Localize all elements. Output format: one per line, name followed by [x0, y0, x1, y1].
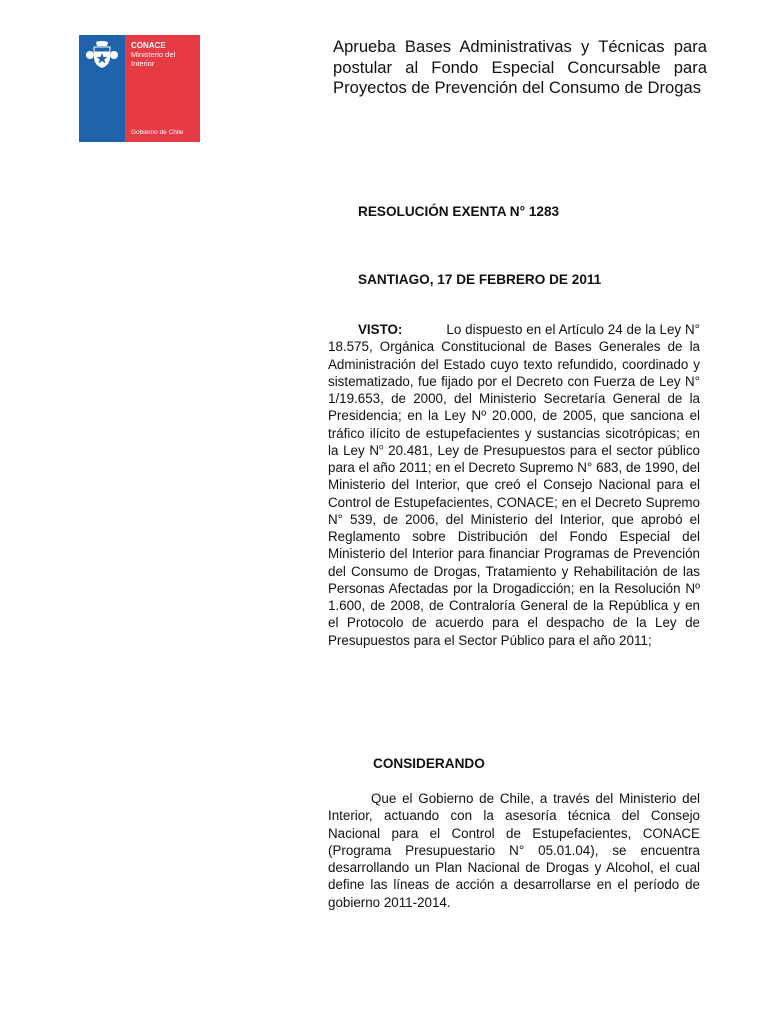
logo-government: Gobierno de Chile	[131, 129, 184, 136]
coat-of-arms-icon	[84, 41, 120, 71]
place-date: SANTIAGO, 17 DE FEBRERO DE 2011	[358, 272, 602, 287]
considerando-paragraph	[328, 790, 700, 911]
resolution-number: RESOLUCIÓN EXENTA N° 1283	[358, 204, 560, 219]
considerando-text: Que el Gobierno de Chile, a través del Ministerio del Interior, actuando con la asesoría técnica del Consejo Nacional para el Control de Estupefacientes, CONACE (Programa Presupuestario N° 05.01.04), se encuentra desarrollando un Plan Nacional de Drogas y Alcohol, el cual define las líneas de acción a desarrollarse en el período de gobierno 2011-2014.	[328, 791, 700, 910]
logo-blue-panel	[79, 35, 125, 142]
visto-superscript: o	[379, 442, 384, 452]
logo-red-panel	[125, 35, 200, 142]
logo-brand: CONACE	[131, 41, 166, 50]
conace-logo	[79, 35, 200, 142]
visto-paragraph	[328, 321, 700, 649]
logo-ministry: Ministerio del Interior	[131, 50, 176, 68]
visto-text-a: Lo dispuesto en el Artículo 24 de la Ley N° 18.575, Orgánica Constitucional de Bases Generales de la Administración del Estado cuyo texto refundido, coordinado y sistematizado, fue fijado por el Decreto con Fuerza de Ley N° 1/19.653, de 2000, del Ministerio Secretaría General de la Presidencia; en la Ley Nº 20.000, de 2005, que sanciona el tráfico ilícito de estupefacientes y sustancias sicotrópicas; en la Ley N	[328, 322, 700, 458]
visto-text-b: 20.481, Ley de Presupuestos para el sector público para el año 2011; en el Decreto Supremo N° 683, de 1990, del Ministerio del Interior, que creó el Consejo Nacional para el Control de Estupefacientes, CONACE; en el Decreto Supremo N° 539, de 2006, del Ministerio del Interior, que aprobó el Reglamento sobre Distribución del Fondo Especial del Ministerio del Interior para financiar Programas de Prevención del Consumo de Drogas, Tratamiento y Rehabilitación de las Personas Afectadas por la Drogadicción; en la Resolución Nº 1.600, de 2008, de Contraloría General de la República y en el Protocolo de acuerdo para el despacho de la Ley de Presupuestos para el Sector Público para el año 2011;	[328, 442, 700, 648]
visto-label: VISTO:	[358, 322, 403, 337]
considerando-heading: CONSIDERANDO	[373, 756, 485, 771]
document-title: Aprueba Bases Administrativas y Técnicas para postular al Fondo Especial Concursable para Proyectos de Prevención del Consumo de Drogas	[333, 37, 707, 97]
